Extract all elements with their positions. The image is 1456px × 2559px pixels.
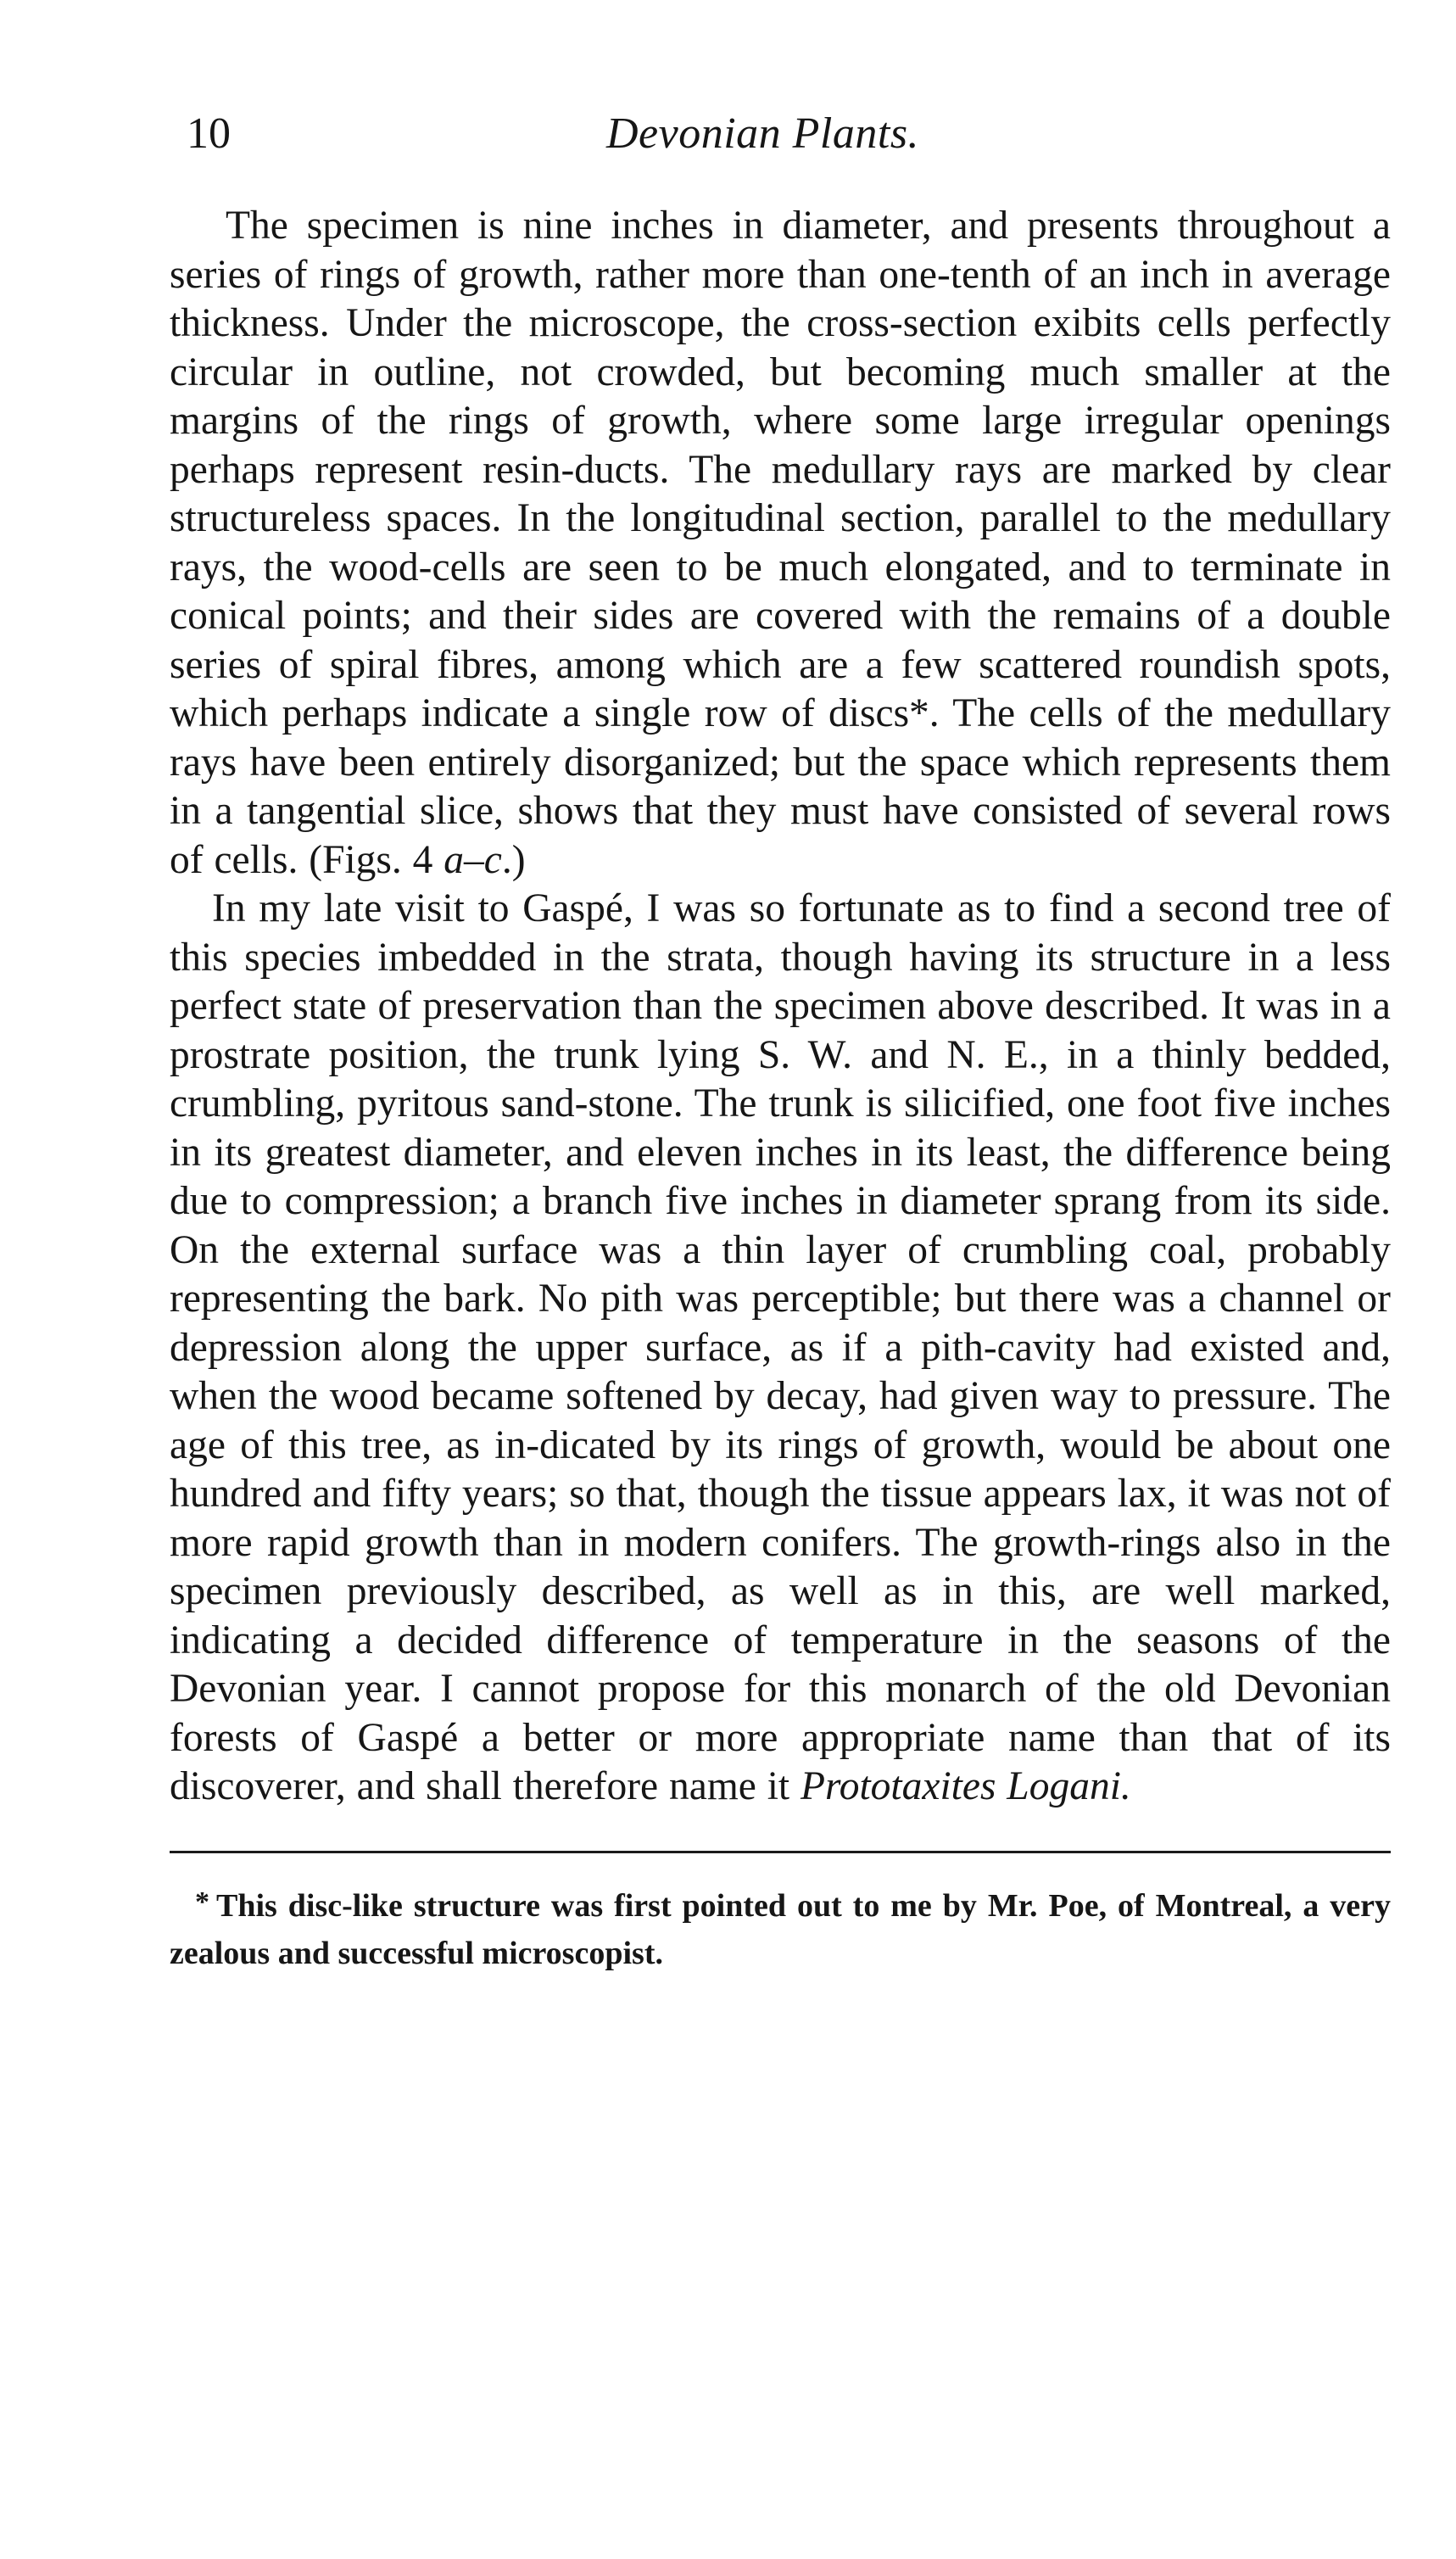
figure-reference-range: a–c [443, 837, 502, 882]
running-head [170, 102, 1391, 178]
footnote [170, 1879, 1391, 1977]
page-number: 10 [187, 109, 231, 158]
paragraph-gaspe-tree [170, 885, 1391, 1812]
body-text [170, 202, 1391, 1812]
footnote-text: This disc-like structure was first pointed out to me by Mr. Poe, of Montreal, a very zealous and successful microscopist. [170, 1887, 1391, 1971]
footnote-divider [170, 1851, 1391, 1853]
book-page [170, 102, 1391, 1977]
paragraph-specimen-description [170, 202, 1391, 885]
running-title: Devonian Plants. [606, 109, 920, 158]
footnote-mark: * [195, 1886, 209, 1918]
figure-reference [309, 838, 525, 882]
figure-reference-close: .) [501, 837, 526, 882]
species-name: Prototaxites Logani. [801, 1764, 1131, 1808]
paragraph-text: In my late visit to Gaspé, I was so fortunate as to find a second tree of this species imbedded in the strata, though having its structure in a less perfect state of preservation than the specimen above described. It was in a prostrate position, the trunk lying S. W. and N. E., in a thinly bedded, crumbling, pyritous sand-stone. The trunk is silicified, one foot five inches in its greatest diameter, and eleven inches in its least, the difference being due to compression; a branch five inches in diameter sprang from its side. On the external surface was a thin layer of crumbling coal, probably representing the bark. No pith was perceptible; but there was a channel or depression along the upper surface, as if a pith-cavity had existed and, when the wood became softened by decay, had given way to pressure. The age of this tree, as in-dicated by its rings of growth, would be about one hundred and fifty years; so that, though the tissue appears lax, it was not of more rapid growth than in modern conifers. The growth-rings also in the specimen previously described, as well as in this, are well marked, indicating a decided difference of temperature in the seasons of the Devonian year. I cannot propose for this monarch of the old Devonian forests of Gaspé a better or more appropriate name than that of its discoverer, and shall therefore name it [170, 886, 1391, 1808]
figure-reference-open: (Figs. 4 [309, 837, 444, 882]
paragraph-text: The specimen is nine inches in diameter, and presents throughout a series of rings of growth, rather more than one-tenth of an inch in average thickness. Under the microscope, the cross-section exibits cells perfectly circular in outline, not crowded, but becoming much smaller at the margins of the rings of growth, where some large irregular openings perhaps represent resin-ducts. The medullary rays are marked by clear structureless spaces. In the longitudinal section, parallel to the medullary rays, the wood-cells are seen to be much elongated, and to terminate in conical points; and their sides are covered with the remains of a double series of spiral fibres, among which are a few scattered roundish spots, which perhaps indicate a single row of discs*. The cells of the medullary rays have been entirely disorganized; but the space which represents them in a tangential slice, shows that they must have consisted of several rows of cells. [170, 204, 1391, 882]
